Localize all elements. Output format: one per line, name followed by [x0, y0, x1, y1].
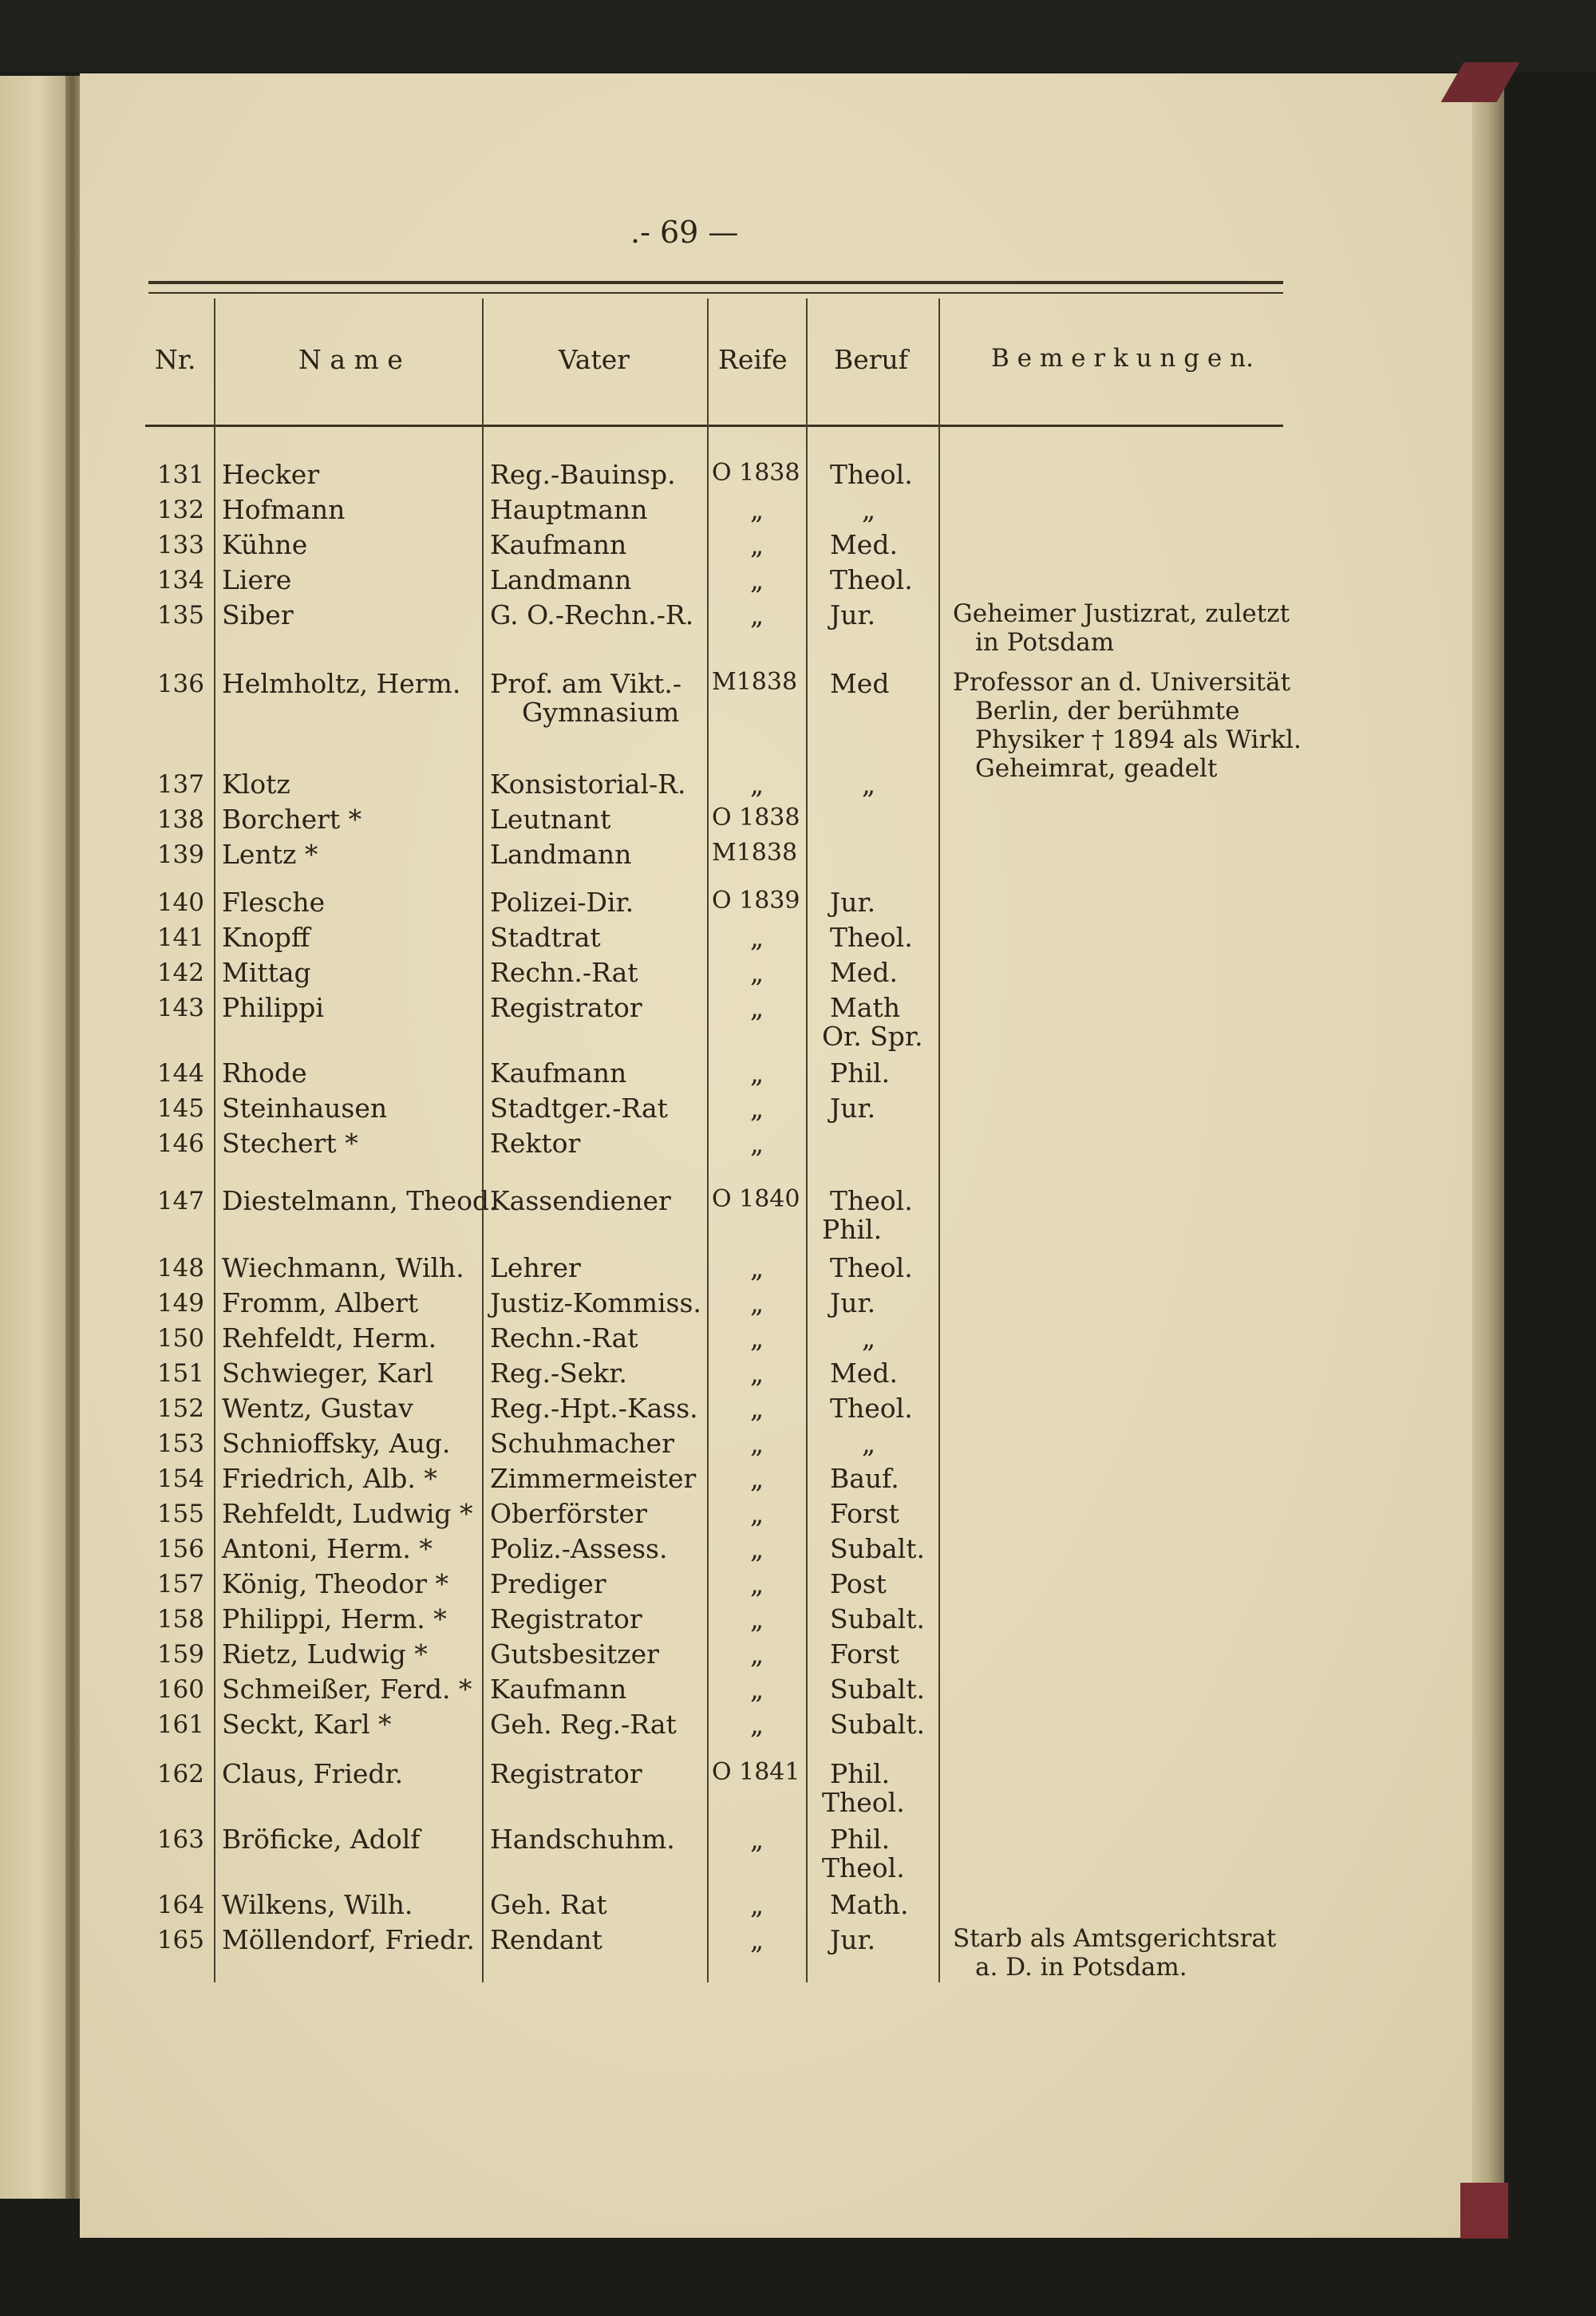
row-beruf: Phil.: [830, 1057, 891, 1089]
row-vater: Landmann: [490, 839, 632, 870]
header-top-rule-thin: [148, 292, 1283, 294]
row-vater: G. O.-Rechn.-R.: [490, 599, 694, 630]
row-reife: „: [750, 769, 764, 800]
row-number: 134: [156, 566, 204, 595]
row-name: Philippi, Herm. *: [222, 1603, 447, 1634]
header-beruf: Beruf: [834, 344, 909, 375]
row-reife: O 1841: [712, 1758, 800, 1786]
row-vater: Reg.-Sekr.: [490, 1358, 627, 1389]
row-beruf: Theol.: [830, 1185, 913, 1216]
row-name: Wilkens, Wilh.: [222, 1889, 413, 1920]
row-number: 157: [156, 1570, 204, 1599]
row-name: Claus, Friedr.: [222, 1758, 404, 1789]
row-name: Bröficke, Adolf: [222, 1824, 421, 1855]
row-number: 149: [156, 1289, 204, 1318]
row-vater: Handschuhm.: [490, 1824, 675, 1855]
row-number: 135: [156, 601, 204, 630]
row-name: Mittag: [222, 957, 311, 988]
row-vater: Registrator: [490, 1758, 642, 1789]
row-number: 163: [156, 1825, 204, 1854]
row-beruf-cont: Or. Spr.: [822, 1021, 923, 1052]
row-reife: „: [750, 529, 764, 560]
column-divider-beruf: [938, 298, 940, 1982]
row-number: 164: [156, 1891, 204, 1919]
row-beruf: Theol.: [830, 922, 913, 953]
row-vater: Polizei-Dir.: [490, 887, 634, 918]
column-divider-name: [482, 298, 484, 1982]
row-vater: Kaufmann: [490, 529, 627, 560]
row-name: Rhode: [222, 1057, 307, 1089]
row-name: Steinhausen: [222, 1093, 388, 1124]
row-name: Möllendorf, Friedr.: [222, 1924, 475, 1955]
header-bemerkungen: B e m e r k u n g e n.: [991, 344, 1254, 373]
row-reife: „: [750, 1889, 764, 1920]
page-number: .- 69 —: [630, 215, 739, 250]
row-remark: Professor an d. Universität: [953, 668, 1291, 697]
row-reife: „: [750, 922, 764, 953]
page-edge-right: [1472, 73, 1504, 2238]
row-reife: M1838: [712, 839, 798, 867]
row-beruf-cont: Phil.: [822, 1214, 883, 1245]
row-vater: Registrator: [490, 1603, 642, 1634]
row-name: Rehfeldt, Ludwig *: [222, 1498, 473, 1529]
column-divider-vater: [707, 298, 709, 1982]
row-name: Schmeißer, Ferd. *: [222, 1674, 472, 1705]
row-number: 148: [156, 1254, 204, 1282]
row-reife: „: [750, 599, 764, 630]
header-name: N a m e: [298, 344, 403, 375]
row-name: Schwieger, Karl: [222, 1358, 434, 1389]
row-vater: Leutnant: [490, 804, 611, 835]
row-reife: O 1838: [712, 804, 800, 832]
row-name: Hecker: [222, 459, 320, 490]
row-reife: „: [750, 957, 764, 988]
row-name: Siber: [222, 599, 294, 630]
row-number: 144: [156, 1059, 204, 1088]
row-reife: „: [750, 1322, 764, 1354]
row-vater: Landmann: [490, 564, 632, 595]
row-reife: „: [750, 992, 764, 1023]
row-reife: „: [750, 1128, 764, 1159]
header-nr: Nr.: [155, 344, 196, 375]
row-name: Philippi: [222, 992, 324, 1023]
row-reife: „: [750, 1638, 764, 1670]
row-vater: Kaufmann: [490, 1057, 627, 1089]
row-reife: M1838: [712, 668, 798, 696]
row-reife: O 1838: [712, 459, 800, 487]
row-number: 142: [156, 958, 204, 987]
row-reife: „: [750, 564, 764, 595]
row-reife: O 1839: [712, 887, 800, 915]
row-beruf: „: [862, 1428, 876, 1459]
row-name: Rietz, Ludwig *: [222, 1638, 428, 1670]
row-vater: Geh. Reg.-Rat: [490, 1709, 677, 1740]
row-name: Helmholtz, Herm.: [222, 668, 461, 699]
row-remark: Geheimrat, geadelt: [975, 754, 1218, 783]
row-name: König, Theodor *: [222, 1568, 448, 1599]
row-number: 150: [156, 1324, 204, 1353]
header-vater: Vater: [559, 344, 630, 375]
row-number: 153: [156, 1429, 204, 1458]
row-vater: Schuhmacher: [490, 1428, 674, 1459]
row-name: Friedrich, Alb. *: [222, 1463, 437, 1494]
row-beruf: Theol.: [830, 1252, 913, 1283]
row-vater: Rendant: [490, 1924, 602, 1955]
row-number: 133: [156, 531, 204, 559]
row-beruf: Subalt.: [830, 1603, 925, 1634]
row-name: Fromm, Albert: [222, 1287, 419, 1318]
row-beruf: „: [862, 494, 876, 525]
row-beruf: Med.: [830, 529, 898, 560]
row-remark: Berlin, der berühmte: [975, 697, 1240, 725]
row-reife: „: [750, 1393, 764, 1424]
row-vater: Prof. am Vikt.-: [490, 668, 682, 699]
row-number: 152: [156, 1394, 204, 1423]
row-number: 143: [156, 994, 204, 1022]
row-reife: „: [750, 1568, 764, 1599]
row-number: 146: [156, 1129, 204, 1158]
row-name: Rehfeldt, Herm.: [222, 1322, 437, 1354]
row-reife: „: [750, 1603, 764, 1634]
row-name: Liere: [222, 564, 292, 595]
row-beruf: „: [862, 769, 876, 800]
row-name: Wentz, Gustav: [222, 1393, 413, 1424]
row-beruf-cont: Theol.: [822, 1787, 905, 1818]
row-remark: Starb als Amtsgerichtsrat: [953, 1924, 1277, 1953]
row-number: 160: [156, 1675, 204, 1704]
row-reife: „: [750, 494, 764, 525]
column-divider-nr: [214, 298, 215, 1982]
row-beruf: Phil.: [830, 1824, 891, 1855]
row-vater: Hauptmann: [490, 494, 648, 525]
row-beruf: Jur.: [830, 887, 876, 918]
row-number: 145: [156, 1094, 204, 1123]
row-beruf: Math.: [830, 1889, 909, 1920]
row-name: Knopff: [222, 922, 310, 953]
row-reife: „: [750, 1533, 764, 1564]
row-name: Diestelmann, Theod.: [222, 1185, 498, 1216]
row-number: 138: [156, 805, 204, 834]
row-beruf: Phil.: [830, 1758, 891, 1789]
row-number: 139: [156, 840, 204, 869]
row-remark: a. D. in Potsdam.: [975, 1953, 1187, 1982]
row-reife: „: [750, 1709, 764, 1740]
row-vater: Poliz.-Assess.: [490, 1533, 668, 1564]
row-remark: Geheimer Justizrat, zuletzt: [953, 599, 1290, 628]
row-vater: Prediger: [490, 1568, 606, 1599]
row-reife: „: [750, 1093, 764, 1124]
row-number: 165: [156, 1926, 204, 1954]
row-number: 161: [156, 1710, 204, 1739]
row-beruf-cont: Theol.: [822, 1852, 905, 1883]
row-number: 136: [156, 670, 204, 698]
row-vater: Gutsbesitzer: [490, 1638, 659, 1670]
row-number: 147: [156, 1187, 204, 1215]
row-remark: Physiker † 1894 als Wirkl.: [975, 725, 1302, 754]
row-reife: „: [750, 1824, 764, 1855]
left-page-edge: [0, 76, 70, 2199]
row-vater: Rektor: [490, 1128, 581, 1159]
row-vater: Lehrer: [490, 1252, 581, 1283]
row-beruf: „: [862, 1322, 876, 1354]
cover-corner-bottom: [1460, 2183, 1508, 2239]
row-beruf: Med.: [830, 957, 898, 988]
row-vater: Rechn.-Rat: [490, 957, 638, 988]
row-number: 132: [156, 496, 204, 524]
row-reife: „: [750, 1674, 764, 1705]
row-name: Seckt, Karl *: [222, 1709, 392, 1740]
row-reife: „: [750, 1287, 764, 1318]
row-beruf: Jur.: [830, 1093, 876, 1124]
row-beruf: Subalt.: [830, 1709, 925, 1740]
row-name: Hofmann: [222, 494, 346, 525]
header-reife: Reife: [718, 344, 788, 375]
header-bottom-rule: [145, 425, 1283, 427]
background-top: [0, 0, 1596, 72]
row-beruf: Med: [830, 668, 890, 699]
row-beruf: Theol.: [830, 459, 913, 490]
row-beruf: Subalt.: [830, 1533, 925, 1564]
row-name: Flesche: [222, 887, 326, 918]
row-vater: Justiz-Kommiss.: [490, 1287, 701, 1318]
row-vater: Rechn.-Rat: [490, 1322, 638, 1354]
row-reife: „: [750, 1057, 764, 1089]
row-vater: Oberförster: [490, 1498, 647, 1529]
row-beruf: Math: [830, 992, 900, 1023]
row-vater: Reg.-Bauinsp.: [490, 459, 676, 490]
row-number: 140: [156, 888, 204, 917]
header-top-rule: [148, 281, 1283, 284]
row-beruf: Forst: [830, 1498, 899, 1529]
column-divider-reife: [806, 298, 808, 1982]
row-number: 159: [156, 1640, 204, 1669]
row-beruf: Med.: [830, 1358, 898, 1389]
row-name: Klotz: [222, 769, 290, 800]
row-reife: „: [750, 1498, 764, 1529]
row-number: 151: [156, 1359, 204, 1388]
row-number: 137: [156, 770, 204, 799]
row-vater: Zimmermeister: [490, 1463, 697, 1494]
row-beruf: Forst: [830, 1638, 899, 1670]
row-beruf: Theol.: [830, 1393, 913, 1424]
row-number: 131: [156, 460, 204, 489]
row-vater: Kaufmann: [490, 1674, 627, 1705]
row-reife: „: [750, 1252, 764, 1283]
row-number: 154: [156, 1464, 204, 1493]
row-name: Borchert *: [222, 804, 362, 835]
row-number: 155: [156, 1500, 204, 1528]
row-vater-cont: Gymnasium: [522, 697, 680, 728]
row-reife: O 1840: [712, 1185, 800, 1213]
row-number: 141: [156, 923, 204, 952]
row-name: Stechert *: [222, 1128, 358, 1159]
row-vater: Stadtrat: [490, 922, 601, 953]
row-name: Wiechmann, Wilh.: [222, 1252, 464, 1283]
row-remark: in Potsdam: [975, 628, 1115, 657]
row-vater: Konsistorial-R.: [490, 769, 686, 800]
row-vater: Reg.-Hpt.-Kass.: [490, 1393, 698, 1424]
row-beruf: Theol.: [830, 564, 913, 595]
row-number: 156: [156, 1535, 204, 1563]
row-name: Schnioffsky, Aug.: [222, 1428, 451, 1459]
row-vater: Kassendiener: [490, 1185, 671, 1216]
row-number: 158: [156, 1605, 204, 1634]
row-reife: „: [750, 1428, 764, 1459]
row-reife: „: [750, 1463, 764, 1494]
row-number: 162: [156, 1760, 204, 1788]
row-vater: Geh. Rat: [490, 1889, 607, 1920]
row-beruf: Bauf.: [830, 1463, 899, 1494]
row-reife: „: [750, 1924, 764, 1955]
row-name: Antoni, Herm. *: [222, 1533, 433, 1564]
row-beruf: Jur.: [830, 1924, 876, 1955]
row-vater: Registrator: [490, 992, 642, 1023]
row-beruf: Jur.: [830, 1287, 876, 1318]
row-beruf: Subalt.: [830, 1674, 925, 1705]
row-beruf: Jur.: [830, 599, 876, 630]
row-beruf: Post: [830, 1568, 887, 1599]
row-vater: Stadtger.-Rat: [490, 1093, 668, 1124]
row-reife: „: [750, 1358, 764, 1389]
row-name: Lentz *: [222, 839, 318, 870]
row-name: Kühne: [222, 529, 308, 560]
